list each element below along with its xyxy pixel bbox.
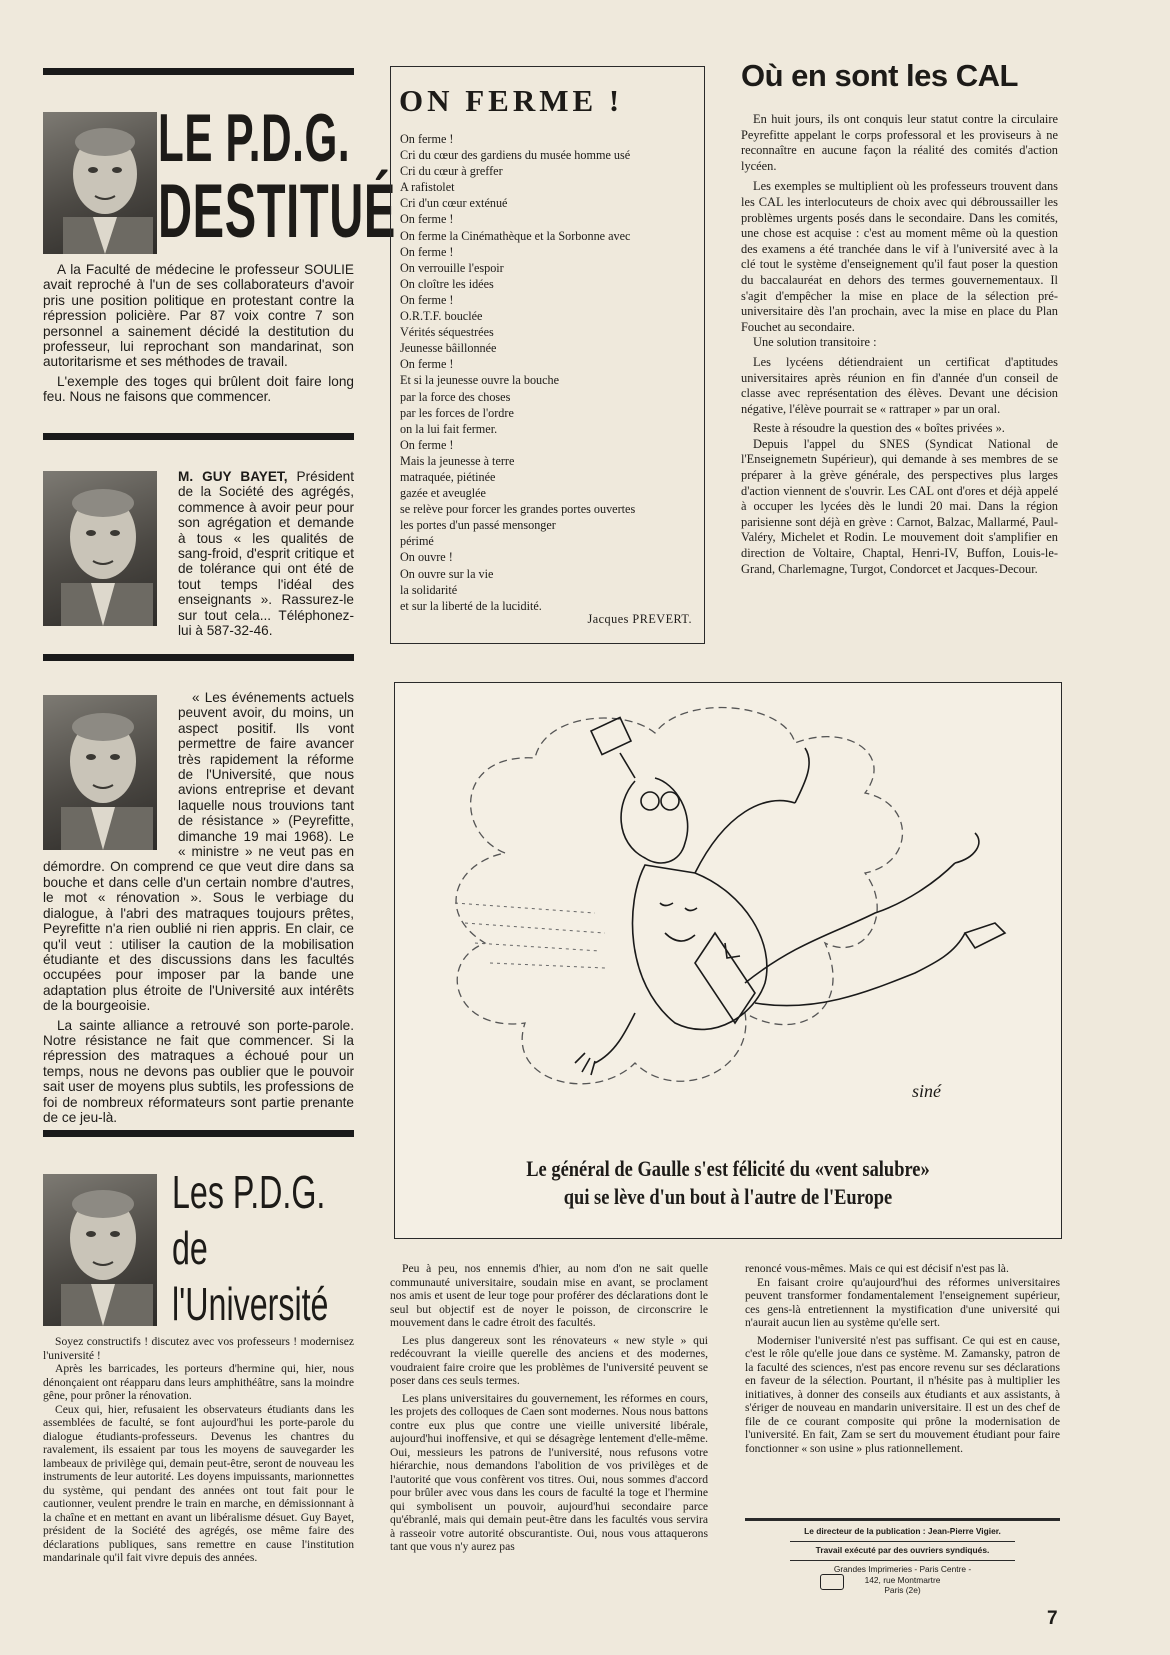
guy-bayet-name: M. GUY BAYET,: [178, 469, 288, 484]
poem-line: Cri du cœur des gardiens du musée homme usé: [400, 148, 631, 163]
poem-line: périmé: [400, 534, 434, 549]
headline-pdg-universite: Les P.D.G. de l'Université: [172, 1166, 329, 1330]
poem-line: On ferme !: [400, 132, 454, 146]
poem-line: Et si la jeunesse ouvre la bouche: [400, 373, 560, 388]
poem-line: On ferme !: [400, 212, 454, 227]
cartoon-box: [394, 682, 1062, 1239]
article-universite-col2: Peu à peu, nos ennemis d'hier, au nom d'on ne sait quelle communauté universitaire, soudain mise en avant, se proclament nos amis et usent de leur toge pour proférer des déclarations dont le seul but objectif est de noyer le poisson, de circonscrire le mouvement dans le cadre étroit des facultés. Les plus dangereux sont les rénovateurs « new style » qui redécouvrant la vieille querelle des anciens et des modernes, voudraient faire croire que les problèmes de l'université peuvent se poser dans ces seuls termes. Les plans universitaires du gouvernement, les réformes en cours, les projets des colloques de Caen sont modernes. Nous nous battons contre eux plus que contre une vieille université libérale, aujourd'hui inoffensive, et qui se désagrège lentement d'elle-même. Oui, messieurs les patrons de l'université, nous refusons votre hiérarchie, nous demandons l'abolition de vos privilèges et de l'autorité que vous confèrent vos titres. Oui, nous sommes d'accord pour brûler avec vous dans les cours de faculté la toge et l'hermine qui symbolisent un pouvoir, aujourd'hui secondaire parce qu'ébranlé, mais qui demain peut-être dans les facultés vous servira à rasseoir votre autorité obscurantiste. Oui, nous vous attaquerons tant que vous n'y aurez pas: [390, 1262, 708, 1553]
poem-line: gazée et aveuglée: [400, 486, 486, 501]
poem-line: se relève pour forcer les grandes portes ouvertes: [400, 502, 636, 517]
article-pdg-destitue: A la Faculté de médecine le professeur SOULIE avait reproché à l'un de ses collaborateurs d'avoir pris une position politique en protestant contre la répression policière. Par 87 voix contre 7 son personnel a sainement décidé la destitution du professeur, lui reprochant son mandarinat, son autoritarisme et ses méthodes de travail. L'exemple des toges qui brûlent doit faire long feu. Nous ne faisons que commencer.: [43, 262, 354, 405]
cartoon-caption: Le général de Gaulle s'est félicité du «vent salubre» qui se lève d'un bout à l'autre de l'Europe: [526, 1156, 930, 1209]
poem-line: et sur la liberté de la lucidité.: [400, 598, 542, 613]
printer-info: Grandes Imprimeries - Paris Centre - 142, rue Montmartre Paris (2e): [833, 1564, 972, 1595]
union-work-notice: Travail exécuté par des ouvriers syndiqués.: [815, 1545, 990, 1555]
poem-line: par les forces de l'ordre: [400, 405, 514, 420]
poem-line: On ferme !: [400, 244, 454, 259]
article-universite-col3: renoncé vous-mêmes. Mais ce qui est décisif n'est pas là. En faisant croire qu'aujourd'hui des réformes universitaires peuvent transformer fondamentalement l'enseignement supérieur, ces gens-là entretiennent la mystification d'une université qui n'aurait aucun lien au système qu'elle sert. Moderniser l'université n'est pas suffisant. Ce qui est en cause, c'est le rôle qu'elle joue dans ce système. M. Zamansky, patron de la faculté des sciences, n'est pas encore revenu sur ses déclarations en faveur de la sélection. Pourtant, il n'hésite pas à multiplier les initiatives, à donner des conseils aux étudiants et aux assistants, à s'ériger de nouveau en mandarin universitaire. Il est un des chef de file de ce courant composite qui prône la modernisation de l'université. En fait, Zam se sert du mouvement étudiant pour faire fonctionner « son usine » plus rationnellement.: [745, 1262, 1060, 1455]
poem-line: la solidarité: [400, 582, 458, 597]
portrait-photo: [43, 471, 157, 626]
cartoon-drawing: [395, 683, 1061, 1133]
poem-line: par la force des choses: [400, 389, 511, 404]
portrait-photo: [43, 112, 157, 254]
divider-rule: [43, 68, 354, 75]
poem-line: On cloître les idées: [400, 276, 494, 291]
article-cal: En huit jours, ils ont conquis leur statut contre la circulaire Peyrefitte appelant le corps professoral et les proviseurs à ne reconnaître en aucune façon la réalité des comités d'action lycéen. Les exemples se multiplient où les professeurs trouvent dans les CAL les interlocuteurs de choix avec qui débroussailler les problèmes urgents posés dans le secondaire. Dans les comités, une chose est acquise : c'est au moment même où la question des examens a été tranchée dans le vif à l'université avec à la clé tout le système d'enseignement qu'il faut poser la question du baccalauréat en dehors des termes gouvernementaux. Il s'agit d'empêcher la mise en place de la sélection pré-universitaire dès l'an prochain, avec la mise en place du Plan Fouchet au secondaire. Une solution transitoire : Les lycéens détiendraient un certificat d'aptitudes universitaires après réunion en fin d'année d'un conseil de classe avec représentation des élèves. Devant une décision négative, l'élève pourrait se « rattraper » par un oral. Reste à résoudre la question des « boîtes privées ». Depuis l'appel du SNES (Syndicat National de l'Enseignemetn Supérieur), qui demande à ses membres de se préparer à la grève générale, des perspectives plus larges d'action viennent de s'ouvrir. Les CAL ont d'ores et déjà appelé à occuper les lycées dès le lundi 20 mai. Dans la région parisienne sont déjà en grève : Carnot, Balzac, Mallarmé, Paul-Valéry, Michelet et Rodin. Le mouvement doit s'amplifier en direction de Voltaire, Chaptal, Henri-IV, Buffon, Louis-le-Grand, Charlemagne, Turgot, Condorcet et Jacques-Decour.: [741, 112, 1058, 576]
poem-author: Jacques PREVERT.: [587, 612, 692, 626]
poem-line: O.R.T.F. bouclée: [400, 309, 483, 324]
footer-rule: [790, 1541, 1015, 1542]
poem-line: On ouvre sur la vie: [400, 566, 494, 581]
union-label-icon: [820, 1574, 844, 1590]
poem-line: A rafistolet: [400, 180, 455, 195]
poem-line: Cri d'un cœur exténué: [400, 196, 508, 211]
poem-line: Jeunesse bâillonnée: [400, 341, 497, 356]
poem-line: On ferme la Cinémathèque et la Sorbonne avec: [400, 228, 631, 243]
poem-line: On verrouille l'espoir: [400, 260, 504, 275]
article-universite-col1: Soyez constructifs ! discutez avec vos professeurs ! modernisez l'université ! Après les barricades, les porteurs d'hermine qui, hier, nous dénonçaient ont réapparu dans leurs amphithéâtre, sans la moindre gêne, pour prôner la rénovation. Ceux qui, hier, refusaient les observateurs étudiants dans les assemblées de faculté, se font aujourd'hui les porte-parole du dialogue étudiants-professeurs. Devenus les chantres du ravalement, ils essaient par tous les moyens de sauvegarder les lambeaux de privilège qui, demain peut-être, seront de nouveau les instruments de leur autorité. Les doyens impuissants, marionnettes du système, qui pendant des années ont tout fait pour le cautionner, veulent prendre le train en marche, en démissionnant à la chaîne et en mettant en avant un libéralisme désuet. Guy Bayet, président de la Société des agrégés, ose même faire des déclarations publiques, sans remettre en cause l'institution mandarinale qu'il fait vivre depuis des années.: [43, 1335, 354, 1564]
portrait-photo: [43, 1174, 157, 1326]
footer-rule: [745, 1518, 1060, 1521]
headline-cal: Où en sont les CAL: [741, 58, 1018, 93]
poem-line: les portes d'un passé mensonger: [400, 518, 556, 533]
poem-title: ON FERME !: [399, 83, 624, 118]
poem-line: Vérités séquestrées: [400, 325, 494, 340]
poem-line: On ouvre !: [400, 550, 453, 565]
article-guy-bayet: M. GUY BAYET, Président de la Société des agrégés, commence à avoir peur pour son agrégation et demande à tous « les qualités de sang-froid, d'esprit critique et de tolérance qui ont été de tout temps l'idéal des enseignants ». Rassurez-le sur tout cela... Téléphonez-lui à 587-32-46.: [178, 469, 354, 639]
divider-rule: [43, 654, 354, 661]
divider-rule: [43, 433, 354, 440]
page-number: 7: [1047, 1608, 1058, 1629]
article-peyrefitte: « Les événements actuels peuvent avoir, du moins, un aspect positif. Ils vont permettre de faire avancer très rapidement la réforme de l'Université, que nous avions entreprise et devant laquelle nous trouvions tant de résistance » (Peyrefitte, dimanche 19 mai 1968). Le « ministre » ne veut pas en démordre. On comprend ce que veut dire dans sa bouche et dans celle d'un certain nombre d'autres, le mot « rénovation ». Sous le verbiage du dialogue, à l'abri des matraques toujours prêtes, Peyrefitte n'a rien oublié ni rien appris. En clair, ce qu'il veut : utiliser la caution de la mobilisation étudiante et des discussions dans les facultés occupées pour imposer par la bande une adaptation plus étroite de l'Université aux intérêts de la bourgeoisie. La sainte alliance a retrouvé son porte-parole. Notre résistance ne fait que commencer. Si la répression des matraques a échoué pour un temps, nous ne devons pas oublier que le pouvoir sait user de moyens plus subtils, les professions de foi de nombreux réformateurs sont partie prenante de ce jeu-là.: [43, 690, 354, 1125]
poem-line: on la lui fait fermer.: [400, 421, 498, 436]
divider-rule: [43, 1130, 354, 1137]
poem-line: Mais la jeunesse à terre: [400, 453, 515, 468]
headline-pdg-destitue: LE P.D.G. DESTITUÉ: [158, 100, 396, 254]
footer-rule: [790, 1560, 1015, 1561]
poem-line: matraquée, piétinée: [400, 469, 496, 484]
poem-line: On ferme !: [400, 357, 454, 372]
poem-lines: [400, 131, 696, 614]
publication-director: Le directeur de la publication : Jean-Pierre Vigier.: [804, 1526, 1001, 1536]
cartoonist-signature: siné: [912, 1081, 941, 1101]
poem-line: On ferme !: [400, 437, 454, 452]
poem-line: On ferme !: [400, 292, 454, 307]
poem-line: Cri du cœur à greffer: [400, 164, 503, 179]
poem-box: [390, 66, 705, 644]
